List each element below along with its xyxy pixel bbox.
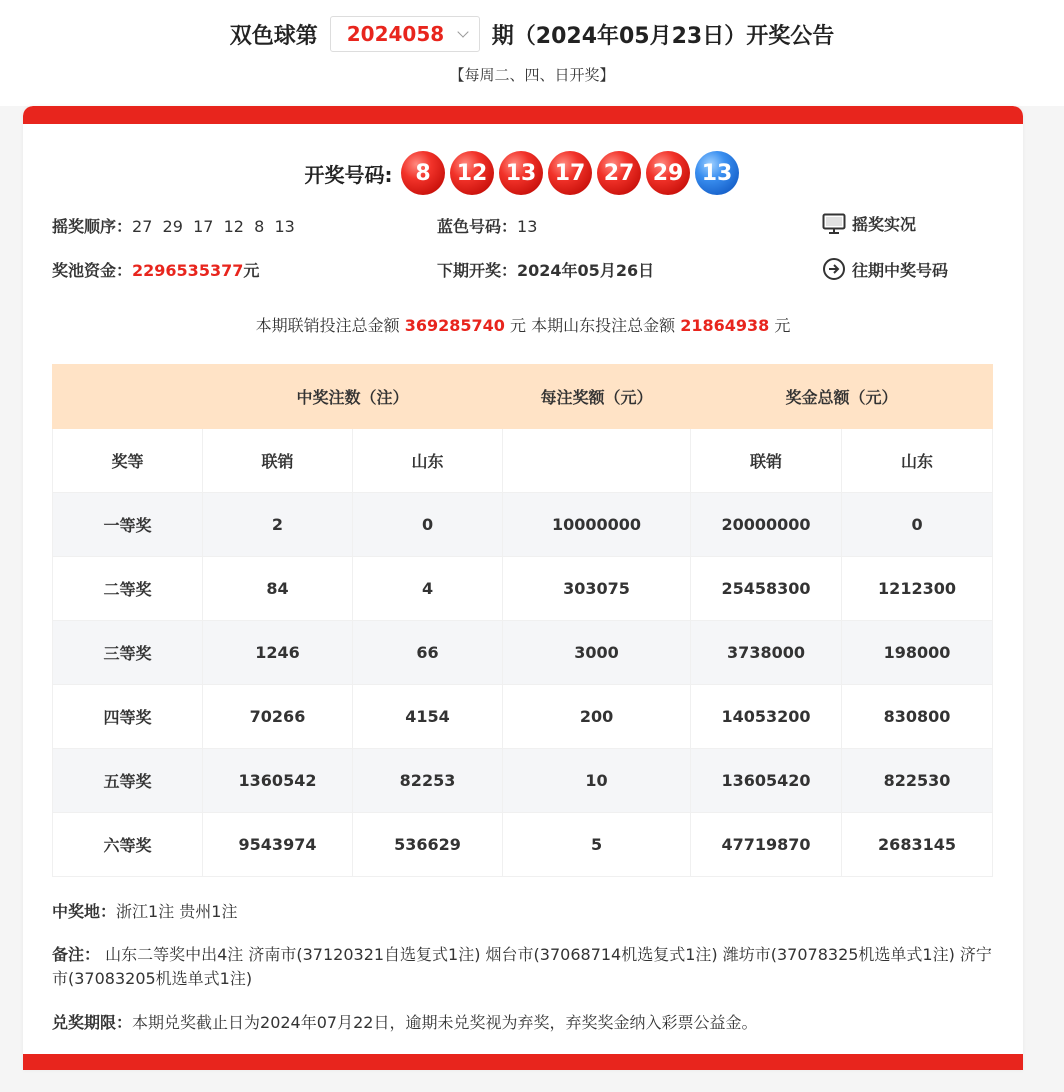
table-row bbox=[53, 557, 993, 621]
title-prefix: 双色球第 bbox=[229, 23, 318, 49]
cell-total-union: 25458300 bbox=[691, 557, 842, 621]
history-numbers-label: 往期中奖号码 bbox=[852, 260, 949, 280]
col-union: 联销 bbox=[203, 429, 353, 493]
live-draw-link[interactable] bbox=[822, 212, 916, 235]
sd-sales-value: 21864938 bbox=[680, 316, 770, 335]
draw-label: 开奖号码: bbox=[304, 162, 393, 187]
cell-per: 10 bbox=[503, 749, 691, 813]
col-total-sd: 山东 bbox=[842, 429, 993, 493]
history-numbers-link[interactable] bbox=[822, 257, 948, 281]
cell-level: 一等奖 bbox=[53, 493, 203, 557]
union-sales-value: 369285740 bbox=[404, 316, 505, 335]
remarks-value: 山东二等奖中出4注 济南市(37120321自选复式1注) 烟台市(37068714机选复式1注) 潍坊市(37078325机选单式1注) 济宁市(37083205机选单式1注) bbox=[52, 945, 992, 988]
draw-numbers bbox=[23, 150, 1023, 196]
claim-deadline bbox=[52, 1011, 992, 1035]
sd-sales-label: 本期山东投注总金额 bbox=[531, 316, 676, 335]
red-ball: 27 bbox=[597, 151, 641, 195]
prize-pool-unit: 元 bbox=[243, 261, 260, 280]
cell-total-sd: 2683145 bbox=[842, 813, 993, 877]
red-ball: 29 bbox=[646, 151, 690, 195]
cell-level: 六等奖 bbox=[53, 813, 203, 877]
winning-places-value: 浙江1注 贵州1注 bbox=[116, 902, 238, 921]
union-sales-label: 本期联销投注总金额 bbox=[255, 316, 400, 335]
col-level: 奖等 bbox=[53, 429, 203, 493]
cell-total-sd: 198000 bbox=[842, 621, 993, 685]
page-title bbox=[0, 16, 1064, 52]
cell-total-sd: 830800 bbox=[842, 685, 993, 749]
cell-total-union: 13605420 bbox=[691, 749, 842, 813]
cell-level: 三等奖 bbox=[53, 621, 203, 685]
cell-union: 2 bbox=[203, 493, 353, 557]
prize-pool bbox=[52, 258, 259, 281]
col-per bbox=[503, 429, 691, 493]
next-draw-label: 下期开奖： bbox=[437, 261, 518, 280]
cell-total-union: 20000000 bbox=[691, 493, 842, 557]
cell-total-union: 14053200 bbox=[691, 685, 842, 749]
next-draw-value: 2024年05月26日 bbox=[517, 261, 655, 280]
col-header-total: 奖金总额（元） bbox=[691, 365, 993, 429]
cell-union: 1360542 bbox=[203, 749, 353, 813]
cell-total-sd: 0 bbox=[842, 493, 993, 557]
arrow-right-circle-icon bbox=[822, 257, 846, 281]
cell-total-sd: 822530 bbox=[842, 749, 993, 813]
col-sd: 山东 bbox=[353, 429, 503, 493]
cell-sd: 66 bbox=[353, 621, 503, 685]
prize-pool-value: 2296535377 bbox=[132, 261, 244, 280]
cell-union: 9543974 bbox=[203, 813, 353, 877]
draw-order-value: 27 29 17 12 8 13 bbox=[132, 217, 295, 236]
cell-per: 3000 bbox=[503, 621, 691, 685]
blue-number-label: 蓝色号码： bbox=[437, 217, 518, 236]
chevron-down-icon bbox=[457, 26, 468, 37]
next-draw bbox=[437, 258, 654, 281]
red-ball: 13 bbox=[499, 151, 543, 195]
draw-order bbox=[52, 214, 295, 237]
issue-value: 2024058 bbox=[346, 22, 445, 46]
red-ball: 17 bbox=[548, 151, 592, 195]
cell-sd: 82253 bbox=[353, 749, 503, 813]
cell-sd: 4154 bbox=[353, 685, 503, 749]
claim-deadline-label: 兑奖期限： bbox=[52, 1013, 133, 1032]
sales-summary bbox=[23, 313, 1023, 336]
cell-sd: 4 bbox=[353, 557, 503, 621]
blue-number-info bbox=[437, 214, 537, 237]
winning-places bbox=[52, 900, 992, 924]
issue-select[interactable] bbox=[330, 16, 480, 52]
live-draw-label: 摇奖实况 bbox=[852, 215, 917, 234]
cell-per: 5 bbox=[503, 813, 691, 877]
cell-sd: 536629 bbox=[353, 813, 503, 877]
remarks bbox=[52, 943, 992, 991]
card-top-bar bbox=[23, 106, 1023, 124]
cell-per: 303075 bbox=[503, 557, 691, 621]
cell-total-sd: 1212300 bbox=[842, 557, 993, 621]
cell-level: 五等奖 bbox=[53, 749, 203, 813]
cell-union: 84 bbox=[203, 557, 353, 621]
winning-places-label: 中奖地： bbox=[52, 902, 117, 921]
claim-deadline-value: 本期兑奖截止日为2024年07月22日，逾期未兑奖视为弃奖，弃奖奖金纳入彩票公益金。 bbox=[132, 1013, 758, 1032]
table-row bbox=[53, 685, 993, 749]
table-row bbox=[53, 813, 993, 877]
draw-order-label: 摇奖顺序： bbox=[52, 217, 133, 236]
union-sales-unit: 元 bbox=[510, 316, 527, 335]
remarks-label: 备注： bbox=[52, 945, 101, 964]
cell-level: 二等奖 bbox=[53, 557, 203, 621]
table-subheader-row bbox=[53, 429, 993, 493]
prize-pool-label: 奖池资金： bbox=[52, 261, 133, 280]
cell-per: 10000000 bbox=[503, 493, 691, 557]
draw-schedule: 【每周二、四、日开奖】 bbox=[449, 66, 615, 84]
table-row bbox=[53, 621, 993, 685]
result-card bbox=[23, 106, 1023, 1070]
page-header bbox=[0, 0, 1064, 106]
table-row bbox=[53, 493, 993, 557]
blue-ball: 13 bbox=[695, 151, 739, 195]
cell-per: 200 bbox=[503, 685, 691, 749]
cell-total-union: 47719870 bbox=[691, 813, 842, 877]
red-ball: 8 bbox=[401, 151, 445, 195]
red-ball: 12 bbox=[450, 151, 494, 195]
cell-total-union: 3738000 bbox=[691, 621, 842, 685]
blue-number-value: 13 bbox=[517, 217, 538, 236]
col-header-wins: 中奖注数（注） bbox=[203, 365, 503, 429]
table-header-empty bbox=[53, 365, 203, 429]
col-total-union: 联销 bbox=[691, 429, 842, 493]
card-bottom-bar bbox=[23, 1054, 1023, 1070]
table-header-row bbox=[53, 365, 993, 429]
title-suffix: 期（2024年05月23日）开奖公告 bbox=[491, 23, 835, 49]
sd-sales-unit: 元 bbox=[774, 316, 791, 335]
cell-level: 四等奖 bbox=[53, 685, 203, 749]
prize-table bbox=[52, 364, 993, 877]
cell-union: 1246 bbox=[203, 621, 353, 685]
monitor-icon bbox=[822, 213, 846, 235]
table-row bbox=[53, 749, 993, 813]
col-header-per: 每注奖额（元） bbox=[503, 365, 691, 429]
cell-union: 70266 bbox=[203, 685, 353, 749]
cell-sd: 0 bbox=[353, 493, 503, 557]
